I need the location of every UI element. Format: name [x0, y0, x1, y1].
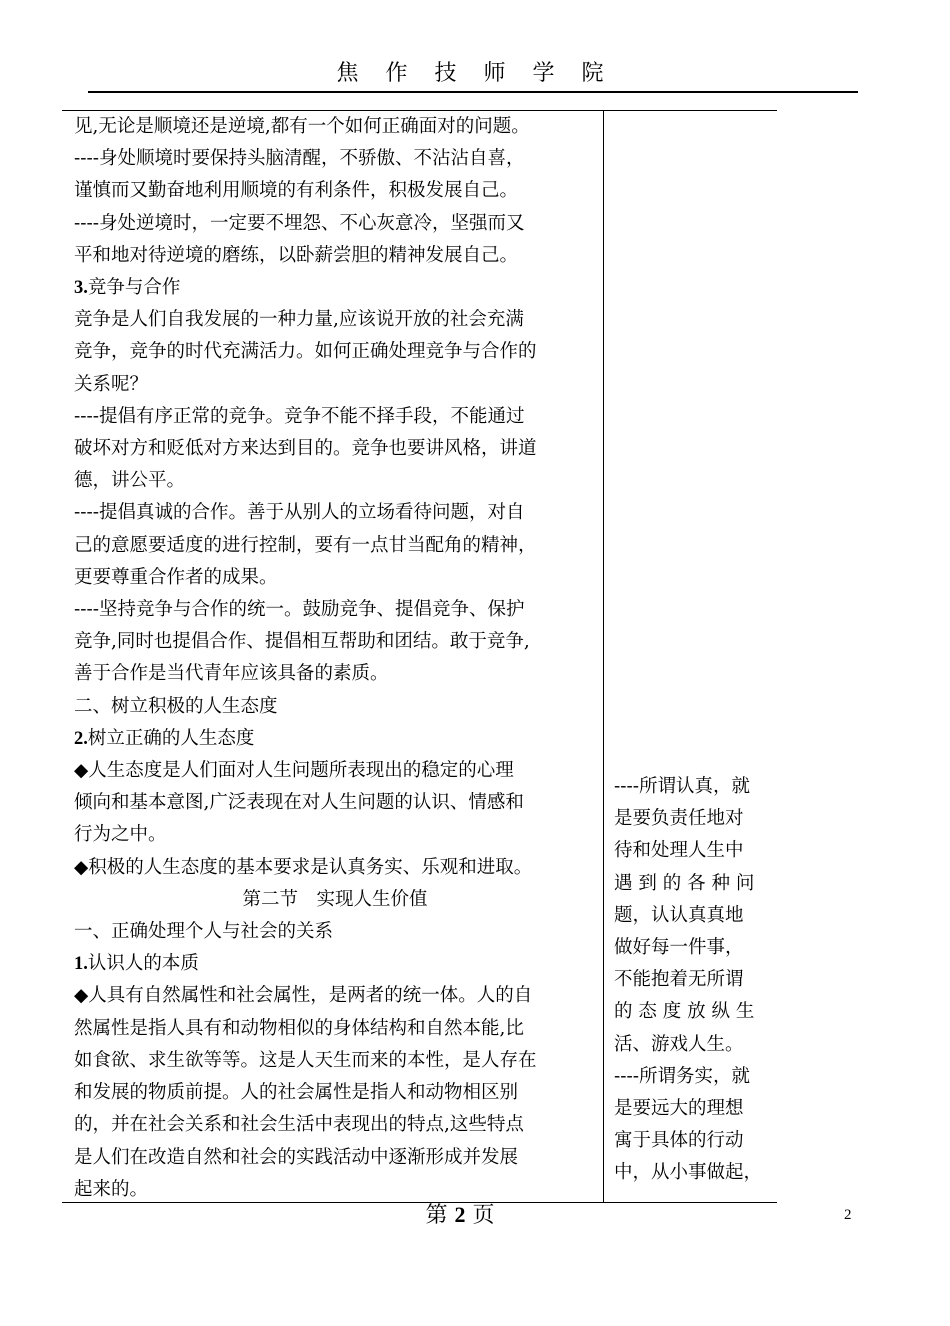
note-line: 遇 到 的 各 种 问 [614, 872, 755, 894]
text-line: 己的意愿要适度的进行控制，要有一点甘当配角的精神， [74, 534, 537, 556]
heading-number: 2. [74, 728, 88, 749]
text-line: 见,无论是顺境还是逆境,都有一个如何正确面对的问题。 [74, 116, 530, 137]
text-line: ◆人具有自然属性和社会属性，是两者的统一体。人的自 [74, 985, 533, 1007]
text-line: 竞争，竞争的时代充满活力。如何正确处理竞争与合作的 [74, 341, 537, 363]
note-line: 做好每一件事， [614, 937, 744, 959]
text-line: 和发展的物质前提。人的社会属性是指人和动物相区别 [74, 1082, 519, 1104]
text-line: 行为之中。 [74, 824, 167, 846]
text-line: 破坏对方和贬低对方来达到目的。竞争也要讲风格，讲道 [74, 438, 537, 460]
note-line: 是要负责任地对 [614, 808, 744, 830]
text-line: ----坚持竞争与合作的统一。鼓励竞争、提倡竞争、保护 [74, 599, 525, 621]
text-line: ----身处顺境时要保持头脑清醒，不骄傲、不沾沾自喜， [74, 148, 525, 170]
note-line: ----所谓认真，就 [614, 776, 751, 797]
text-line: 是人们在改造自然和社会的实践活动中逐渐形成并发展 [74, 1146, 519, 1168]
text-line: 更要尊重合作者的成果。 [74, 566, 278, 588]
text-line: 竞争,同时也提倡合作、提倡相互帮助和团结。敢于竞争, [74, 631, 530, 653]
note-line: ----所谓务实，就 [614, 1065, 751, 1087]
note-line: 中，从小事做起， [614, 1162, 763, 1184]
note-line: 活、游戏人生。 [614, 1033, 744, 1055]
note-line: 题，认认真真地 [614, 904, 744, 926]
note-line: 是要远大的理想 [614, 1098, 744, 1120]
text-line: ----提倡真诚的合作。善于从别人的立场看待问题，对自 [74, 502, 525, 524]
header-rule [88, 91, 858, 93]
page-footer [0, 1198, 920, 1229]
note-line: 的 态 度 放 纵 生 [614, 1001, 755, 1023]
text-line: 谨慎而又勤奋地利用顺境的有利条件，积极发展自己。 [74, 180, 519, 202]
note-line: 不能抱着无所谓 [614, 969, 744, 991]
section-heading: 二、树立积极的人生态度 [74, 695, 278, 717]
text-line: 的，并在社会关系和社会生活中表现出的特点,这些特点 [74, 1114, 524, 1136]
text-line: ----提倡有序正常的竞争。竞争不能不择手段，不能通过 [74, 405, 525, 427]
text-line: 如食欲、求生欲等等。这是人天生而来的本性，是人存在 [74, 1049, 537, 1071]
heading-number: 3. [74, 278, 88, 299]
text-line: 善于合作是当代青年应该具备的素质。 [74, 663, 389, 685]
text-line: 竞争是人们自我发展的一种力量,应该说开放的社会充满 [74, 309, 524, 331]
corner-page-number: 2 [844, 1207, 852, 1223]
text-line: 倾向和基本意图,广泛表现在对人生问题的认识、情感和 [74, 792, 524, 814]
section-heading: 3.竞争与合作 [74, 277, 181, 299]
page-number-bold: 2 [454, 1202, 466, 1227]
chapter-section-title: 第二节 实现人生价值 [242, 888, 428, 910]
side-notes-column [614, 771, 770, 1190]
column-divider [603, 110, 604, 1203]
heading-number: 1. [74, 954, 88, 975]
section-heading: 1.认识人的本质 [74, 953, 199, 975]
text-line: ◆人生态度是人们面对人生问题所表现出的稳定的心理 [74, 760, 514, 782]
text-line: 平和地对待逆境的磨练，以卧薪尝胆的精神发展自己。 [74, 244, 519, 266]
text-line: 关系呢？ [74, 373, 149, 395]
page-suffix: 页 [472, 1203, 495, 1228]
text-line: 起来的。 [74, 1178, 149, 1200]
section-heading: 2.树立正确的人生态度 [74, 727, 255, 749]
text-line: ----身处逆境时，一定要不埋怨、不心灰意冷，坚强而又 [74, 212, 525, 234]
text-line: 德，讲公平。 [74, 470, 186, 492]
text-line: 然属性是指人具有和动物相似的身体结构和自然本能,比 [74, 1017, 524, 1039]
page-prefix: 第 [425, 1203, 448, 1228]
note-line: 待和处理人生中 [614, 840, 744, 862]
main-content-column [74, 111, 596, 1206]
note-line: 寓于具体的行动 [614, 1130, 744, 1152]
header-title: 焦 作 技 师 学 院 [336, 61, 614, 86]
section-heading: 一、正确处理个人与社会的关系 [74, 921, 334, 943]
text-line: ◆积极的人生态度的基本要求是认真务实、乐观和进取。 [74, 856, 533, 878]
